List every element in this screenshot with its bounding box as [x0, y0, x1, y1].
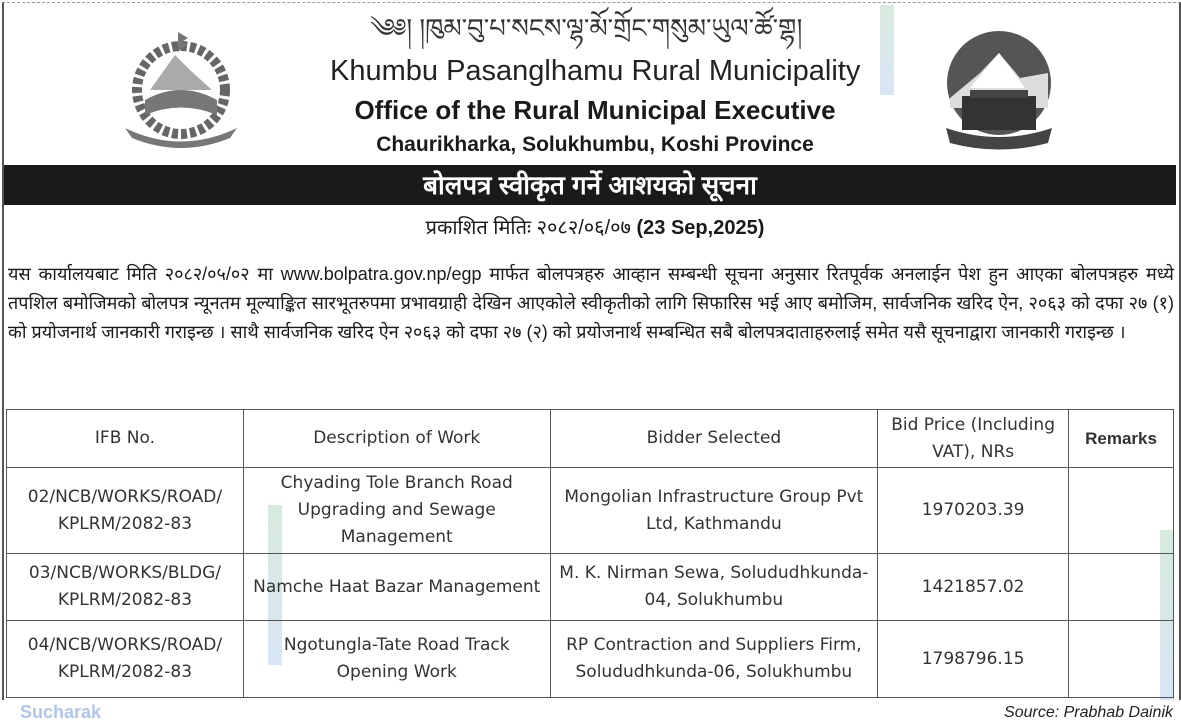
- cell-bid-price: 1421857.02: [878, 554, 1069, 621]
- header-bidder: Bidder Selected: [550, 410, 878, 468]
- office-address: Chaurikharka, Solukhumbu, Koshi Province: [376, 133, 814, 156]
- cell-remarks: [1069, 468, 1174, 554]
- municipality-name: Khumbu Pasanglhamu Rural Municipality: [330, 55, 861, 87]
- cell-bidder: RP Contraction and Suppliers Firm, Solududhkunda-06, Solukhumbu: [550, 621, 878, 698]
- table-header-row: [7, 410, 1174, 468]
- header-bid-price: Bid Price (Including VAT), NRs: [878, 410, 1069, 468]
- source-credit: Source: Prabhab Dainik: [1004, 704, 1173, 721]
- watermark-arrow-icon: [880, 5, 894, 95]
- header-description: Description of Work: [243, 410, 550, 468]
- awarded-bids-table: [6, 409, 1174, 698]
- cell-description: Namche Haat Bazar Management: [243, 554, 550, 621]
- header-ifb-no: IFB No.: [7, 410, 244, 468]
- nepal-emblem-logo: [120, 30, 242, 148]
- cell-bid-price: 1970203.39: [878, 468, 1069, 554]
- cell-description: Chyading Tole Branch Road Upgrading and Sewage Management: [243, 468, 550, 554]
- cell-description: Ngotungla-Tate Road Track Opening Work: [243, 621, 550, 698]
- cell-bidder: Mongolian Infrastructure Group Pvt Ltd, Kathmandu: [550, 468, 878, 554]
- cell-ifb-no: 04/NCB/WORKS/ROAD/ KPLRM/2082-83: [7, 621, 244, 698]
- table-row: [7, 554, 1174, 621]
- municipality-logo: [940, 28, 1058, 153]
- cell-ifb-no: 02/NCB/WORKS/ROAD/ KPLRM/2082-83: [7, 468, 244, 554]
- header-remarks: Remarks: [1069, 410, 1174, 468]
- notice-body: यस कार्यालयबाट मिति २०८२/०५/०२ मा www.bolpatra.gov.np/egp मार्फत बोलपत्रहरु आव्हान सम्बन्धी सूचना अनुसार रितपूर्वक अनलाईन पेश हुन आएका बोलपत्रहरु मध्ये तपशिल बमोजिमको बोलपत्र न्यूनतम मूल्याङ्कित सारभूतरुपमा प्रभावग्राही देखिन आएकोले स्वीकृतीको लागि सिफारिस भई आए बमोजिम, सार्वजनिक खरिद ऐन, २०६३ को दफा २७ (१) को प्रयोजनार्थ जानकारी गराइन्छ । साथै सार्वजनिक खरिद ऐन २०६३ को दफा २७ (२) को प्रयोजनार्थ सम्बन्धित सबै बोलपत्रदाताहरुलाई समेत यसै सूचनाद्वारा जानकारी गराइन्छ ।: [8, 264, 1174, 342]
- office-name: Office of the Rural Municipal Executive: [354, 95, 836, 125]
- cell-bidder: M. K. Nirman Sewa, Solududhkunda-04, Solukhumbu: [550, 554, 878, 621]
- published-date-nepali: प्रकाशित मितिः २०८२/०६/०७: [425, 217, 631, 239]
- cell-remarks: [1069, 621, 1174, 698]
- watermark: Sucharak: [20, 702, 102, 722]
- table-row: [7, 621, 1174, 698]
- cell-ifb-no: 03/NCB/WORKS/BLDG/ KPLRM/2082-83: [7, 554, 244, 621]
- cell-remarks: [1069, 554, 1174, 621]
- published-date: [330, 214, 860, 242]
- tibetan-title: ༄༅། །ཁུམ་བུ་པ་སངས་ལྷ་མོ་གྲོང་གསུམ་ཡུལ་ཚོ་གྷ།: [370, 13, 803, 43]
- table-row: [7, 468, 1174, 554]
- published-date-english: (23 Sep,2025): [636, 217, 765, 239]
- notice-title-banner: बोलपत्र स्वीकृत गर्ने आशयको सूचना: [4, 165, 1176, 205]
- cell-bid-price: 1798796.15: [878, 621, 1069, 698]
